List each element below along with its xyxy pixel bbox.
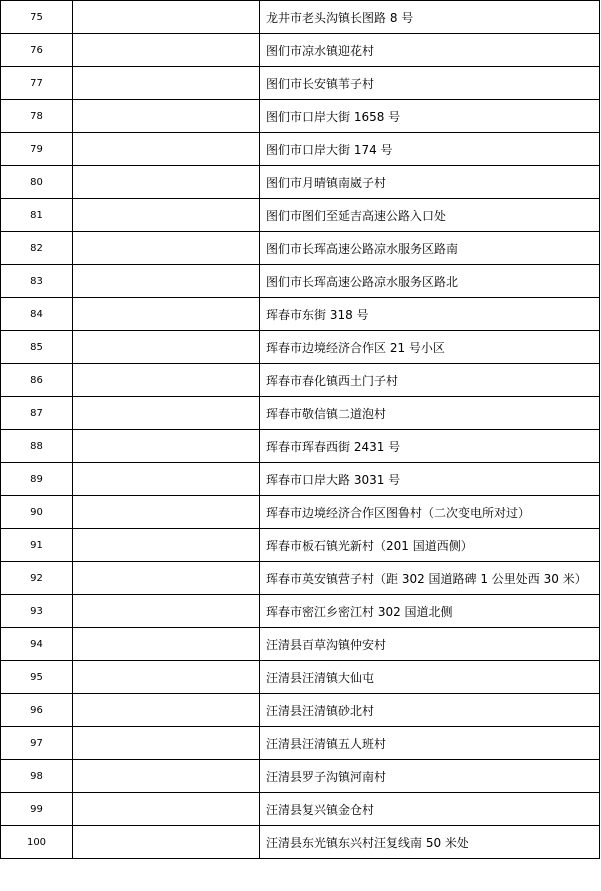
- row-number-cell: 87: [1, 397, 73, 430]
- row-number-cell: 81: [1, 199, 73, 232]
- row-number-cell: 94: [1, 628, 73, 661]
- empty-cell: [73, 562, 260, 595]
- table-row: [1, 298, 600, 331]
- table-row: [1, 463, 600, 496]
- address-cell: 珲春市敬信镇二道泡村: [260, 397, 600, 430]
- empty-cell: [73, 199, 260, 232]
- table-row: [1, 793, 600, 826]
- row-number-cell: 92: [1, 562, 73, 595]
- empty-cell: [73, 166, 260, 199]
- address-cell: 汪清县东光镇东兴村汪复线南 50 米处: [260, 826, 600, 859]
- empty-cell: [73, 430, 260, 463]
- address-cell: 汪清县汪清镇五人班村: [260, 727, 600, 760]
- empty-cell: [73, 67, 260, 100]
- address-cell: 汪清县百草沟镇仲安村: [260, 628, 600, 661]
- empty-cell: [73, 133, 260, 166]
- address-cell: 图们市凉水镇迎花村: [260, 34, 600, 67]
- row-number-cell: 88: [1, 430, 73, 463]
- table-row: [1, 232, 600, 265]
- empty-cell: [73, 364, 260, 397]
- address-cell: 图们市长珲高速公路凉水服务区路北: [260, 265, 600, 298]
- row-number-cell: 85: [1, 331, 73, 364]
- address-cell: 珲春市春化镇西土门子村: [260, 364, 600, 397]
- address-cell: 龙井市老头沟镇长图路 8 号: [260, 1, 600, 34]
- empty-cell: [73, 397, 260, 430]
- table-row: [1, 727, 600, 760]
- table-row: [1, 199, 600, 232]
- address-cell: 珲春市英安镇营子村（距 302 国道路碑 1 公里处西 30 米）: [260, 562, 600, 595]
- address-cell: 图们市口岸大街 174 号: [260, 133, 600, 166]
- row-number-cell: 93: [1, 595, 73, 628]
- row-number-cell: 99: [1, 793, 73, 826]
- row-number-cell: 79: [1, 133, 73, 166]
- table-row: [1, 133, 600, 166]
- address-cell: 珲春市边境经济合作区图鲁村（二次变电所对过）: [260, 496, 600, 529]
- table-row: [1, 661, 600, 694]
- empty-cell: [73, 793, 260, 826]
- table-row: [1, 430, 600, 463]
- address-cell: 图们市图们至延吉高速公路入口处: [260, 199, 600, 232]
- address-cell: 珲春市东街 318 号: [260, 298, 600, 331]
- row-number-cell: 95: [1, 661, 73, 694]
- table-row: [1, 397, 600, 430]
- empty-cell: [73, 298, 260, 331]
- row-number-cell: 89: [1, 463, 73, 496]
- table-row: [1, 67, 600, 100]
- empty-cell: [73, 232, 260, 265]
- row-number-cell: 80: [1, 166, 73, 199]
- row-number-cell: 98: [1, 760, 73, 793]
- row-number-cell: 97: [1, 727, 73, 760]
- row-number-cell: 78: [1, 100, 73, 133]
- row-number-cell: 77: [1, 67, 73, 100]
- address-cell: 珲春市板石镇光新村（201 国道西侧）: [260, 529, 600, 562]
- address-cell: 珲春市口岸大路 3031 号: [260, 463, 600, 496]
- table-row: [1, 760, 600, 793]
- row-number-cell: 84: [1, 298, 73, 331]
- table-row: [1, 529, 600, 562]
- empty-cell: [73, 529, 260, 562]
- row-number-cell: 91: [1, 529, 73, 562]
- table-row: [1, 595, 600, 628]
- empty-cell: [73, 760, 260, 793]
- empty-cell: [73, 727, 260, 760]
- empty-cell: [73, 628, 260, 661]
- table-row: [1, 562, 600, 595]
- table-row: [1, 331, 600, 364]
- row-number-cell: 76: [1, 34, 73, 67]
- row-number-cell: 82: [1, 232, 73, 265]
- table-row: [1, 166, 600, 199]
- table-row: [1, 364, 600, 397]
- empty-cell: [73, 694, 260, 727]
- address-cell: 图们市口岸大街 1658 号: [260, 100, 600, 133]
- table-row: [1, 496, 600, 529]
- empty-cell: [73, 661, 260, 694]
- address-cell: 汪清县汪清镇砂北村: [260, 694, 600, 727]
- row-number-cell: 75: [1, 1, 73, 34]
- row-number-cell: 83: [1, 265, 73, 298]
- row-number-cell: 96: [1, 694, 73, 727]
- table-row: [1, 694, 600, 727]
- table-row: [1, 100, 600, 133]
- address-cell: 图们市长珲高速公路凉水服务区路南: [260, 232, 600, 265]
- address-cell: 图们市月晴镇南崴子村: [260, 166, 600, 199]
- empty-cell: [73, 463, 260, 496]
- table-row: [1, 265, 600, 298]
- empty-cell: [73, 331, 260, 364]
- empty-cell: [73, 265, 260, 298]
- empty-cell: [73, 100, 260, 133]
- empty-cell: [73, 826, 260, 859]
- address-cell: 汪清县汪清镇大仙屯: [260, 661, 600, 694]
- table-body: [1, 1, 600, 859]
- address-cell: 珲春市珲春西街 2431 号: [260, 430, 600, 463]
- address-cell: 珲春市密江乡密江村 302 国道北侧: [260, 595, 600, 628]
- table-row: [1, 34, 600, 67]
- empty-cell: [73, 595, 260, 628]
- row-number-cell: 90: [1, 496, 73, 529]
- address-cell: 珲春市边境经济合作区 21 号小区: [260, 331, 600, 364]
- empty-cell: [73, 1, 260, 34]
- table-row: [1, 1, 600, 34]
- table-row: [1, 628, 600, 661]
- row-number-cell: 100: [1, 826, 73, 859]
- row-number-cell: 86: [1, 364, 73, 397]
- address-cell: 汪清县罗子沟镇河南村: [260, 760, 600, 793]
- empty-cell: [73, 496, 260, 529]
- empty-cell: [73, 34, 260, 67]
- table-row: [1, 826, 600, 859]
- address-cell: 汪清县复兴镇金仓村: [260, 793, 600, 826]
- address-cell: 图们市长安镇苇子村: [260, 67, 600, 100]
